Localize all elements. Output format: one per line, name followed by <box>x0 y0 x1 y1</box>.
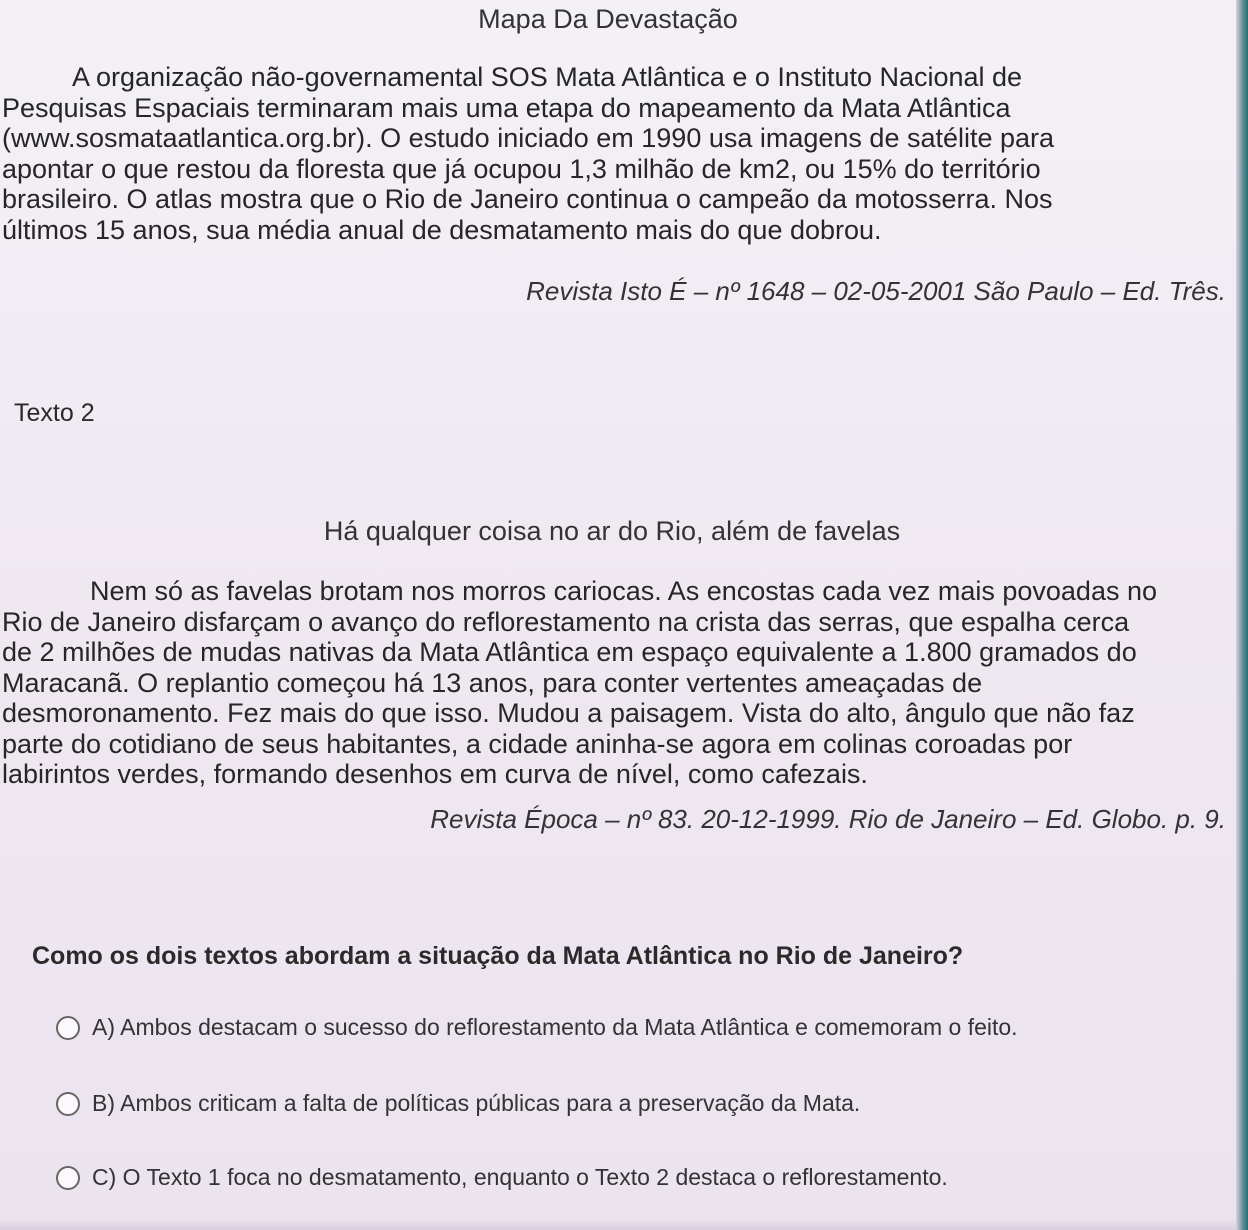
text2-line: desmoronamento. Fez mais do que isso. Mudou a paisagem. Vista do alto, ângulo que não faz <box>2 698 1135 728</box>
text2-title: Há qualquer coisa no ar do Rio, além de favelas <box>323 516 901 546</box>
text1-line: brasileiro. O atlas mostra que o Rio de Janeiro continua o campeão da motosserra. Nos <box>2 184 1053 214</box>
text2-line: labirintos verdes, formando desenhos em curva de nível, como cafezais. <box>2 759 868 789</box>
radio-button-b[interactable] <box>56 1092 80 1116</box>
monitor-bezel <box>1236 0 1248 1230</box>
text2-source: Revista Época – nº 83. 20-12-1999. Rio de Janeiro – Ed. Globo. p. 9. <box>430 804 1226 834</box>
text1-line: apontar o que restou da floresta que já ocupou 1,3 milhão de km2, ou 15% do território <box>2 153 1041 184</box>
radio-button-a[interactable] <box>56 1016 80 1040</box>
text2-line: de 2 milhões de mudas nativas da Mata Atlântica em espaço equivalente a 1.800 gramados do <box>2 637 1137 667</box>
option-c[interactable] <box>56 1164 948 1191</box>
option-b[interactable] <box>56 1090 860 1117</box>
text1-paragraph <box>2 62 1054 245</box>
option-a-label: A) Ambos destacam o sucesso do reflorestamento da Mata Atlântica e comemoram o feito. <box>92 1014 1018 1040</box>
option-b-label: B) Ambos criticam a falta de políticas públicas para a preservação da Mata. <box>92 1090 861 1116</box>
text2-line: Rio de Janeiro disfarçam o avanço do reflorestamento na crista das serras, que espalha cerca <box>2 606 1130 637</box>
text1-line: A organização não-governamental SOS Mata Atlântica e o Instituto Nacional de <box>72 62 1023 92</box>
text2-line: parte do cotidiano de seus habitantes, a cidade aninha-se agora em colinas coroadas por <box>2 728 1073 759</box>
option-a[interactable] <box>56 1014 1018 1041</box>
text1-line: (www.sosmataatlantica.org.br). O estudo iniciado em 1990 usa imagens de satélite para <box>2 123 1055 153</box>
question-text: Como os dois textos abordam a situação da Mata Atlântica no Rio de Janeiro? <box>32 942 964 970</box>
text1-line: últimos 15 anos, sua média anual de desmatamento mais do que dobrou. <box>2 214 882 245</box>
text1-line: Pesquisas Espaciais terminaram mais uma etapa do mapeamento da Mata Atlântica <box>2 92 1011 123</box>
option-c-label: C) O Texto 1 foca no desmatamento, enquanto o Texto 2 destaca o reflorestamento. <box>92 1164 948 1190</box>
text2-paragraph <box>2 576 1157 790</box>
text2-line: Nem só as favelas brotam nos morros cariocas. As encostas cada vez mais povoadas no <box>90 576 1158 606</box>
screen-bottom-edge <box>0 1220 1240 1230</box>
text2-label: Texto 2 <box>14 399 95 427</box>
text2-line: Maracanã. O replantio começou há 13 anos, para conter vertentes ameaçadas de <box>2 667 983 698</box>
text1-source: Revista Isto É – nº 1648 – 02-05-2001 São Paulo – Ed. Três. <box>526 276 1226 306</box>
radio-button-c[interactable] <box>56 1166 80 1190</box>
text1-title: Mapa Da Devastação <box>478 4 738 34</box>
